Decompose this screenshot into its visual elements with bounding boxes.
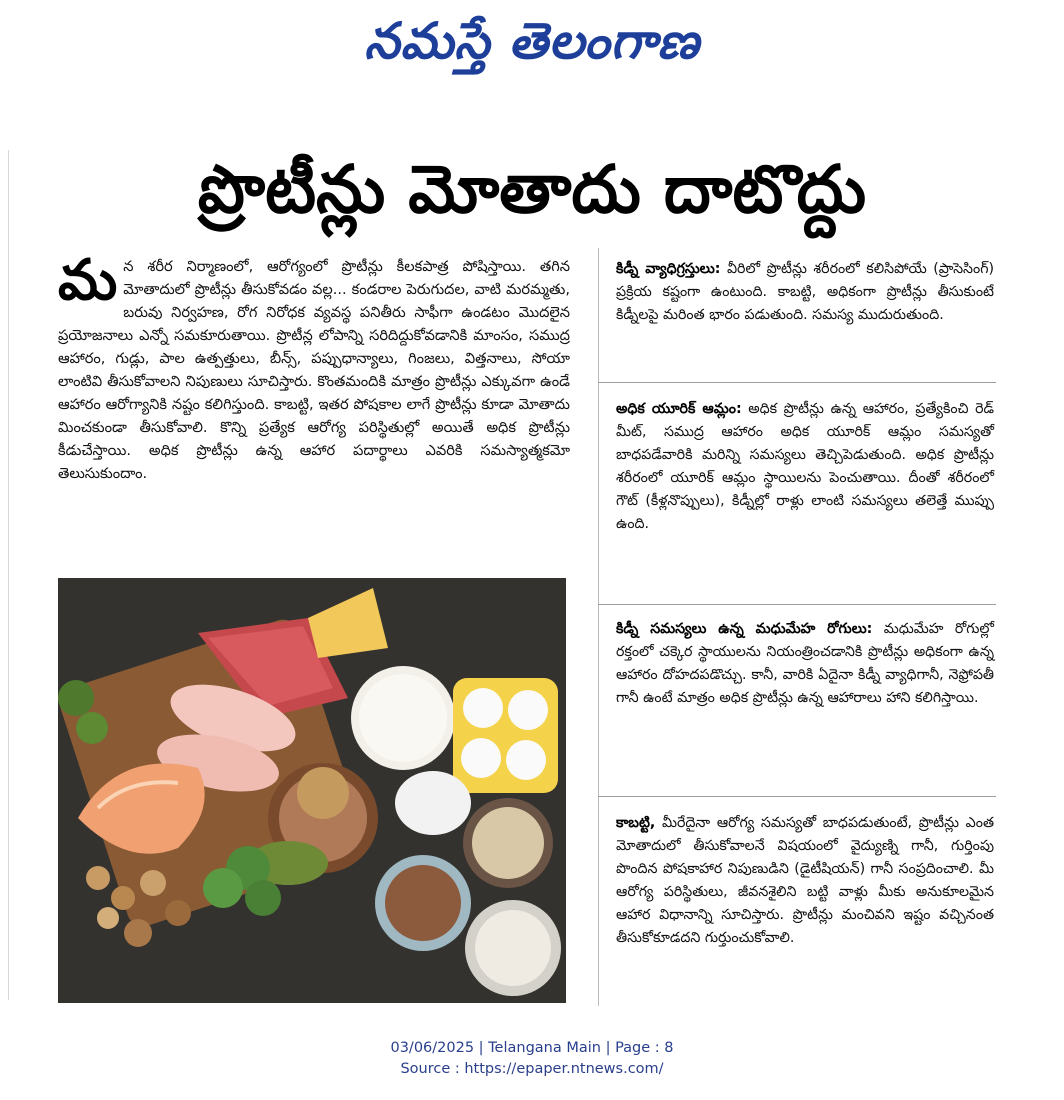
section-lead: కిడ్నీ వ్యాధిగ్రస్తులు:	[616, 261, 721, 277]
section-conclusion-text	[616, 812, 994, 950]
newspaper-masthead: నమస్తే తెలంగాణ	[364, 12, 700, 70]
intro-column	[58, 248, 570, 485]
section-diabetic-kidney	[616, 618, 994, 710]
footer-source-link[interactable]: Source : https://epaper.ntnews.com/	[400, 1061, 664, 1077]
section-conclusion	[616, 812, 994, 950]
drop-cap: మ	[58, 248, 118, 313]
section-diabetic-kidney-text	[616, 618, 994, 710]
article-headline: ప్రొటీన్లు మోతాదు దాటొద్దు	[197, 151, 867, 228]
section-body: మీరేదైనా ఆరోగ్య సమస్యతో బాధపడుతుంటే, ప్రొటీన్లు ఎంత మోతాదులో తీసుకోవాలనే విషయంలో వైద్యుణ్ని గానీ, గుర్తింపు పొందిన పోషకాహార నిపుణుడిని (డైటీషియన్) గానీ సంప్రదించాలి. మీ ఆరోగ్య పరిస్థితులు, జీవనశైలిని బట్టి వాళ్లు మీకు అనుకూలమైన ఆహార విధానాన్ని సూచిస్తారు. ప్రొటీన్లు మంచివని ఇష్టం వచ్చినంత తీసుకోకూడదని గుర్తుంచుకోవాలి.	[616, 815, 994, 946]
section-body: మధుమేహ రోగుల్లో రక్తంలో చక్కెర స్థాయులను నియంత్రించడానికి ప్రొటీన్లు అధికంగా ఉన్న ఆహారం దోహదపడొచ్చు. కానీ, వారికి ఏదైనా కిడ్నీ వ్యాధిగానీ, నెఫ్రోపతీ గానీ ఉంటే మాత్రం అధిక ప్రొటీన్లు ఉన్న ఆహారాలు హాని కలిగిస్తాయి.	[616, 621, 995, 706]
intro-paragraph	[58, 248, 570, 485]
section-kidney-patients-text	[616, 258, 994, 327]
section-body: వీరిలో ప్రొటీన్లు శరీరంలో కలిసిపోయే (ప్రాసెసింగ్) ప్రక్రియ కష్టంగా ఉంటుంది. కాబట్టి, అధికంగా ప్రొటీన్లు తీసుకుంటే కిడ్నీలపై మరింత భారం పడుతుంది. సమస్య ముదురుతుంది.	[616, 261, 995, 323]
section-body: అధిక ప్రొటీన్లు ఉన్న ఆహారం, ప్రత్యేకించి రెడ్ మీట్, సముద్ర ఆహారం అధిక యూరిక్ ఆమ్లం సమస్యతో బాధపడేవారికి మరిన్ని సమస్యలు తెచ్చిపెడుతుంది. అధిక ప్రొటీన్లు శరీరంలో యూరిక్ ఆమ్లం స్థాయిలను పెంచుతాయి. దీంతో శరీరంలో గౌట్ (కీళ్లనొప్పులు), కిడ్నీల్లో రాళ్లు లాంటి సమస్యలు తలెత్తే ముప్పు ఉంది.	[616, 401, 994, 532]
section-kidney-patients	[616, 258, 994, 327]
section-uric-acid-text	[616, 398, 994, 536]
section-lead: కిడ్నీ సమస్యలు ఉన్న మధుమేహ రోగులు:	[616, 621, 873, 637]
footer-edition-info: 03/06/2025 | Telangana Main | Page : 8	[390, 1040, 674, 1056]
section-divider	[598, 796, 996, 797]
page-footer	[0, 1038, 1064, 1080]
section-divider	[598, 382, 996, 383]
section-lead: అధిక యూరిక్ ఆమ్లం:	[616, 401, 742, 417]
column-divider	[598, 248, 599, 1006]
protein-foods-photo	[58, 578, 566, 1003]
page-edge-line	[8, 150, 9, 1000]
section-lead: కాబట్టి,	[616, 815, 656, 831]
section-uric-acid	[616, 398, 994, 536]
protein-foods-illustration	[58, 578, 566, 1003]
section-divider	[598, 604, 996, 605]
intro-text: న శరీర నిర్మాణంలో, ఆరోగ్యంలో ప్రొటీన్లు కీలకపాత్ర పోషిస్తాయి. తగిన మోతాదులో ప్రొటీన్లు తీసుకోవడం వల్ల... కండరాల పెరుగుదల, వాటి మరమ్మతు, బరువు నిర్వహణ, రోగ నిరోధక వ్యవస్థ పనితీరు సాఫీగా ఉండటం మొదలైన ప్రయోజనాలు ఎన్నో సమకూరుతాయి. ప్రొటీన్ల లోపాన్ని సరిదిద్దుకోవడానికి మాంసం, సముద్ర ఆహారం, గుడ్లు, పాల ఉత్పత్తులు, బీన్స్, పప్పుధాన్యాలు, గింజలు, విత్తనాలు, సోయా లాంటివి తీసుకోవాలని నిపుణులు సూచిస్తారు. కొంతమందికి మాత్రం ప్రొటీన్లు ఎక్కువగా ఉండే ఆహారం ఆరోగ్యానికి నష్టం కలిగిస్తుంది. కాబట్టి, ఇతర పోషకాల లాగే ప్రొటీన్లు కూడా మోతాదు మించకుండా తీసుకోవాలి. కొన్ని ప్రత్యేక ఆరోగ్య పరిస్థితుల్లో అయితే అధిక ప్రొటీన్లు కీడుచేస్తాయి. అధిక ప్రొటీన్లు ఉన్న ఆహార పదార్థాలు ఎవరికి సమస్యాత్మకమో తెలుసుకుందాం.	[58, 258, 570, 482]
